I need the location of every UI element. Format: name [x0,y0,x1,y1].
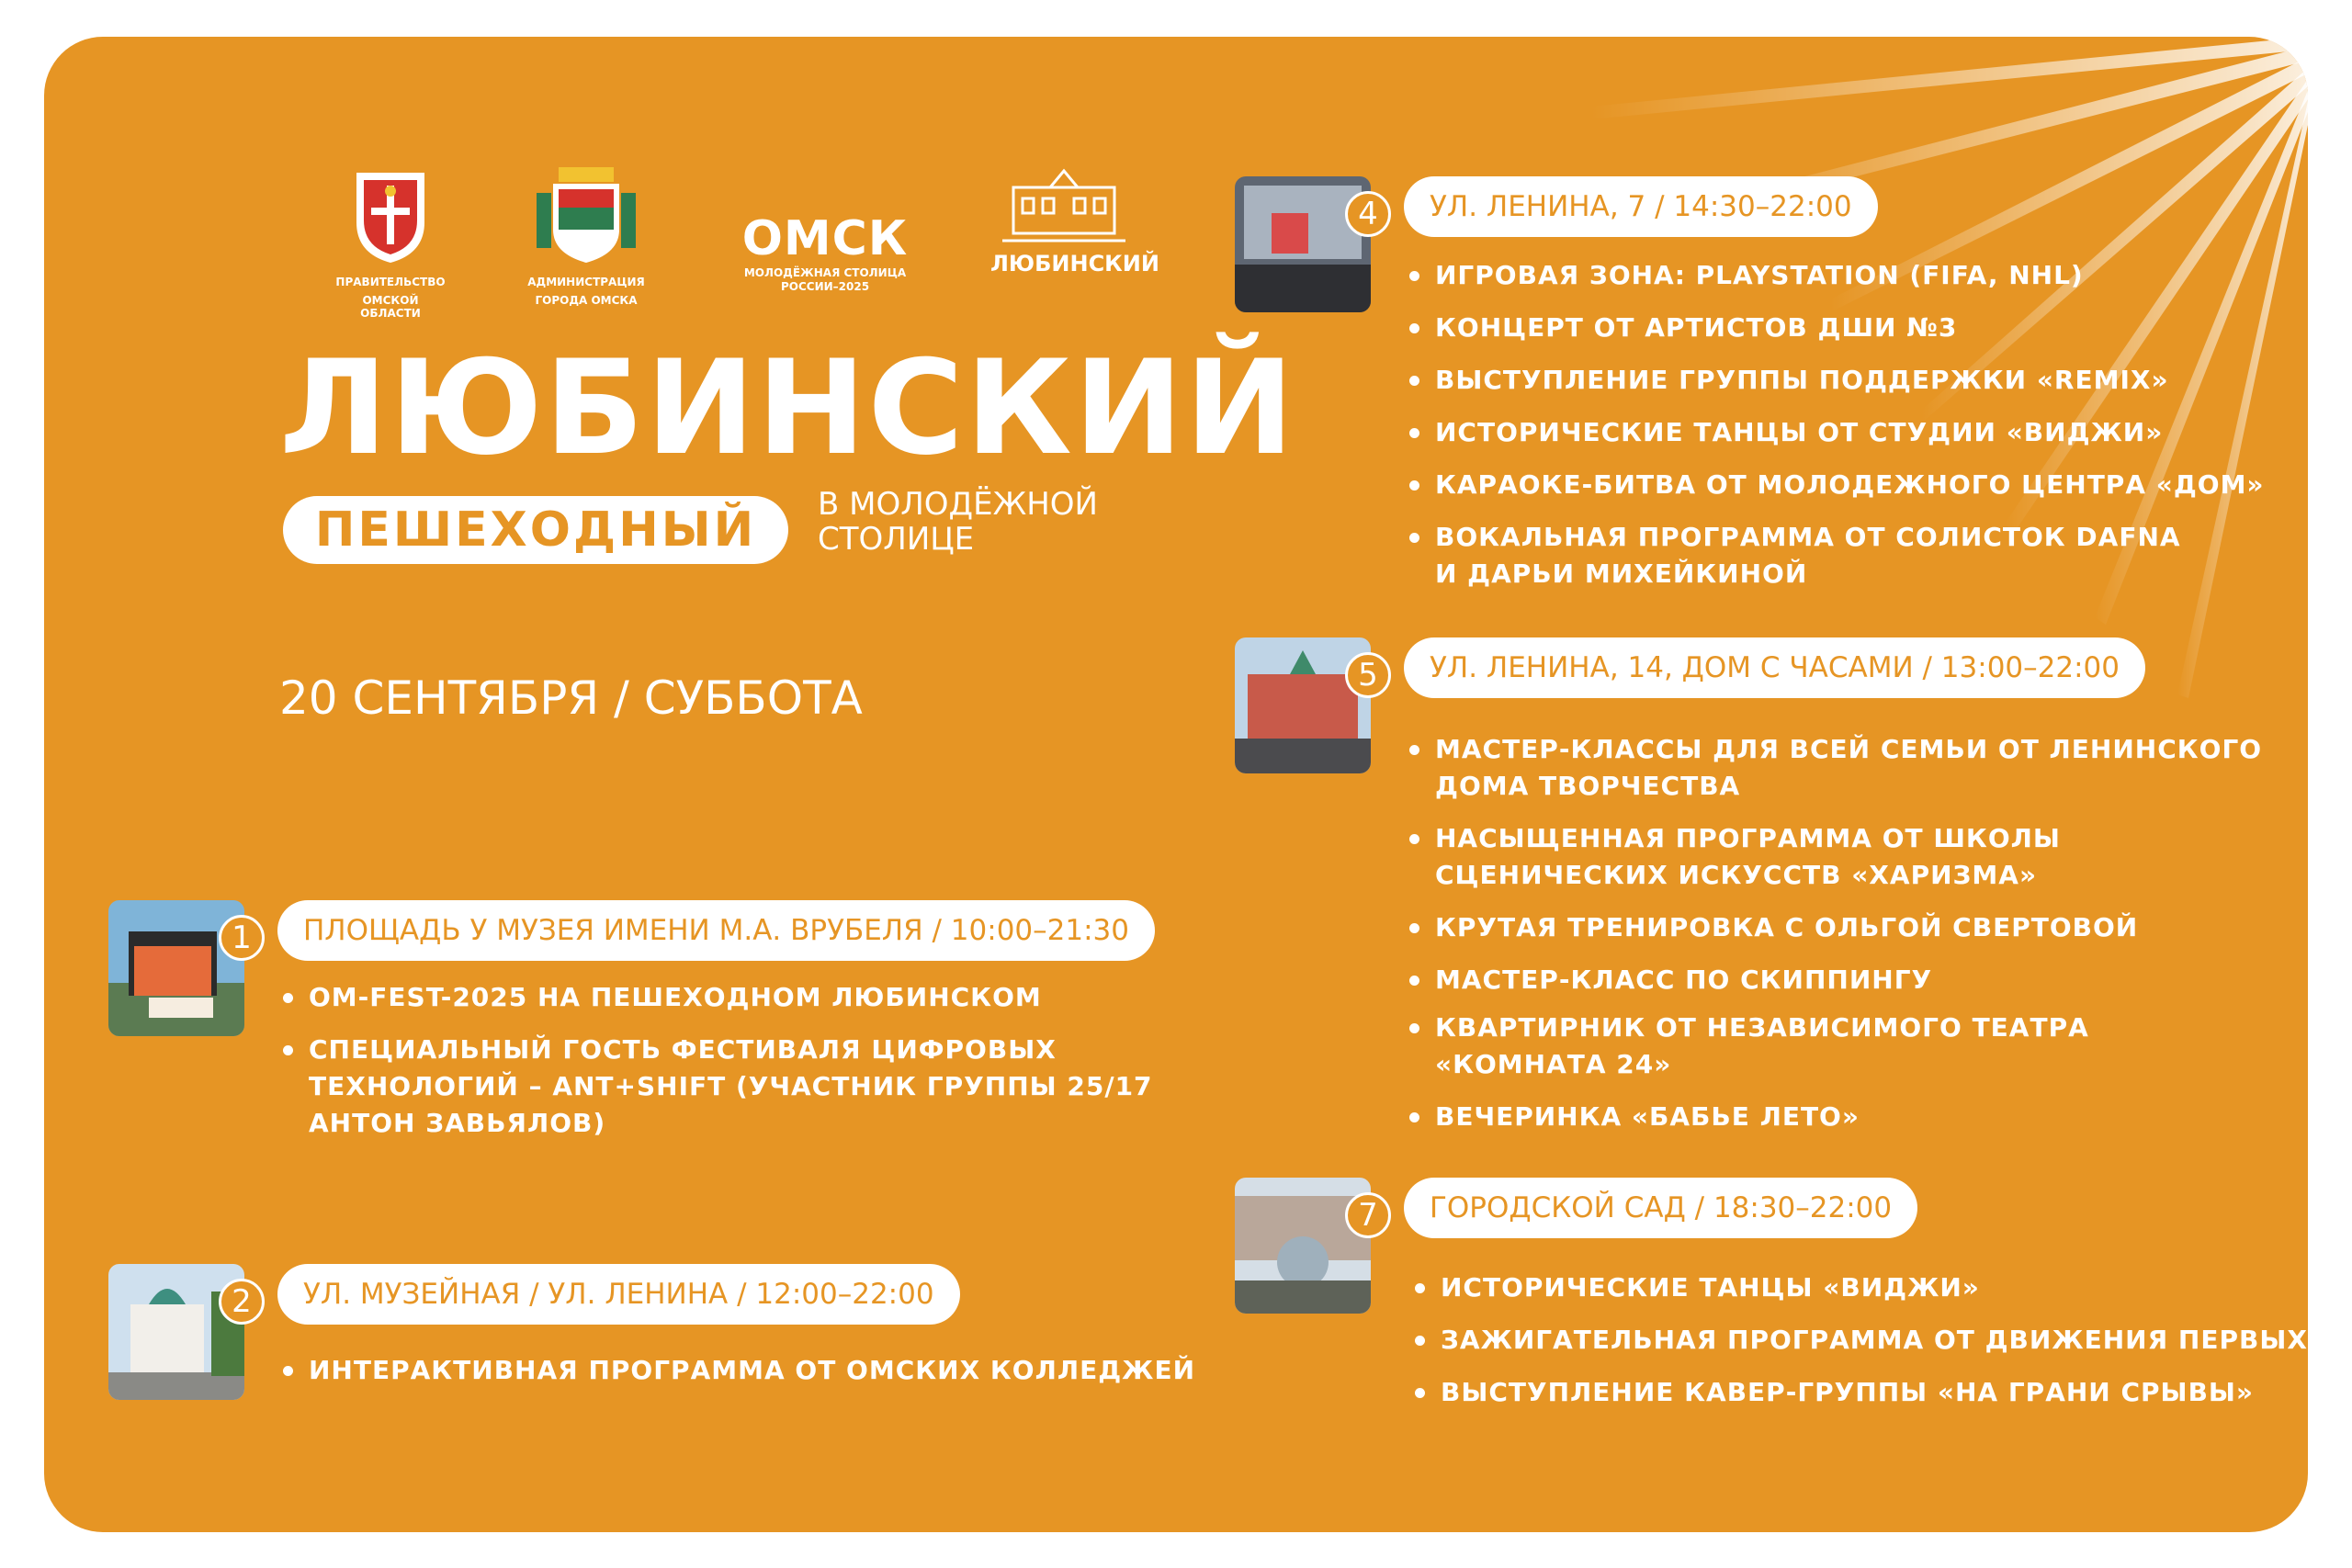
list-item: АНТОН ЗАВЬЯЛОВ) [309,1108,606,1138]
location-photo [108,1264,244,1400]
lubinsky-logo-text: ЛЮБИНСКИЙ [990,251,1159,276]
gov-caption-line1: ПРАВИТЕЛЬСТВО [335,276,446,288]
event-title: ЛЮБИНСКИЙ [279,333,1296,484]
omsk-sub-line1: МОЛОДЁЖНАЯ СТОЛИЦА [743,266,907,279]
list-item: НАСЫЩЕННАЯ ПРОГРАММА ОТ ШКОЛЫ [1409,820,2262,857]
list-item: ИСТОРИЧЕСКИЕ ТАНЦЫ «ВИДЖИ» [1415,1269,2308,1306]
location-photo [1235,1178,1371,1314]
location-name-pill: ПЛОЩАДЬ У МУЗЕЯ ИМЕНИ М.А. ВРУБЕЛЯ / 10:00–21:30 [277,900,1155,961]
list-item: ТЕХНОЛОГИЙ – ANT+SHIFT (УЧАСТНИК ГРУППЫ 25/17 [309,1071,1153,1101]
list-item: ВОКАЛЬНАЯ ПРОГРАММА ОТ СОЛИСТОК DAFNA [1409,519,2265,556]
poster-card [44,37,2308,1532]
list-item: ЗАЖИГАТЕЛЬНАЯ ПРОГРАММА ОТ ДВИЖЕНИЯ ПЕРВЫХ [1415,1322,2308,1359]
list-item: ВЫСТУПЛЕНИЕ КАВЕР-ГРУППЫ «НА ГРАНИ СРЫВЫ» [1415,1374,2308,1411]
list-item: ИНТЕРАКТИВНАЯ ПРОГРАММА ОТ ОМСКИХ КОЛЛЕДЖЕЙ [283,1352,1195,1389]
gov-caption-line2: ОМСКОЙ ОБЛАСТИ [360,294,421,320]
list-item: «КОМНАТА 24» [1435,1049,1672,1079]
coat-of-arms-icon [349,165,432,266]
subtitle-line2: СТОЛИЦЕ [818,521,975,558]
location-name-pill: УЛ. МУЗЕЙНАЯ / УЛ. ЛЕНИНА / 12:00–22:00 [277,1264,960,1325]
list-item: И ДАРЬИ МИХЕЙКИНОЙ [1435,558,1808,589]
youth-capital-subtitle [818,487,1098,557]
location-photo [108,900,244,1036]
list-item: ИГРОВАЯ ЗОНА: PLAYSTATION (FIFA, NHL) [1409,257,2265,294]
location-name-pill: ГОРОДСКОЙ САД / 18:30–22:00 [1404,1178,1917,1238]
location-photo [1235,176,1371,312]
location-photo [1235,637,1371,773]
subtitle-line1: В МОЛОДЁЖНОЙ [818,486,1098,523]
list-item: ВЫСТУПЛЕНИЕ ГРУППЫ ПОДДЕРЖКИ «REMIX» [1409,362,2265,399]
location-name-pill: УЛ. ЛЕНИНА, 7 / 14:30–22:00 [1404,176,1878,237]
omsk-youth-capital-logo [733,211,917,294]
lubinsky-logo [990,165,1159,276]
activities-list [283,1352,1195,1389]
list-item: ДОМА ТВОРЧЕСТВА [1435,771,1741,801]
list-item: КАРАОКЕ-БИТВА ОТ МОЛОДЕЖНОГО ЦЕНТРА «ДОМ» [1409,467,2265,503]
activities-list [1415,1269,2308,1411]
list-item: МАСТЕР-КЛАСС ПО СКИППИНГУ [1409,962,2262,998]
building-illustration-icon [995,165,1133,248]
list-item: OM-FEST-2025 НА ПЕШЕХОДНОМ ЛЮБИНСКОМ [283,979,1153,1016]
admin-caption-line1: АДМИНИСТРАЦИЯ [527,276,645,288]
list-item: МАСТЕР-КЛАССЫ ДЛЯ ВСЕЙ СЕМЬИ ОТ ЛЕНИНСКОГО [1409,731,2262,768]
list-item: СЦЕНИЧЕСКИХ ИСКУССТВ «ХАРИЗМА» [1435,860,2038,890]
list-item: СПЕЦИАЛЬНЫЙ ГОСТЬ ФЕСТИВАЛЯ ЦИФРОВЫХ [283,1032,1153,1068]
activities-list [283,979,1153,1142]
city-coat-of-arms-icon [531,165,641,266]
omsk-wordmark: ОМСК [741,211,909,266]
omsk-sub-line2: РОССИИ–2025 [780,280,870,293]
activities-list [1409,731,2262,1135]
list-item: КОНЦЕРТ ОТ АРТИСТОВ ДШИ №3 [1409,310,2265,346]
list-item: ИСТОРИЧЕСКИЕ ТАНЦЫ ОТ СТУДИИ «ВИДЖИ» [1409,414,2265,451]
admin-omsk-city-logo [522,165,650,307]
location-number: 1 [219,915,265,961]
event-date: 20 СЕНТЯБРЯ / СУББОТА [279,671,863,725]
admin-caption-line2: ГОРОДА ОМСКА [535,294,638,307]
list-item: КВАРТИРНИК ОТ НЕЗАВИСИМОГО ТЕАТРА [1409,1010,2262,1046]
list-item: ВЕЧЕРИНКА «БАБЬЕ ЛЕТО» [1409,1099,2262,1135]
partner-logos [292,165,1211,349]
location-number: 5 [1345,652,1391,698]
pedestrian-pill: ПЕШЕХОДНЫЙ [283,496,788,564]
location-name-pill: УЛ. ЛЕНИНА, 14, ДОМ С ЧАСАМИ / 13:00–22:00 [1404,637,2145,698]
activities-list [1409,257,2265,592]
list-item: КРУТАЯ ТРЕНИРОВКА С ОЛЬГОЙ СВЕРТОВОЙ [1409,909,2262,946]
location-number: 7 [1345,1192,1391,1238]
gov-omsk-region-logo [331,165,450,320]
location-number: 4 [1345,191,1391,237]
location-number: 2 [219,1279,265,1325]
